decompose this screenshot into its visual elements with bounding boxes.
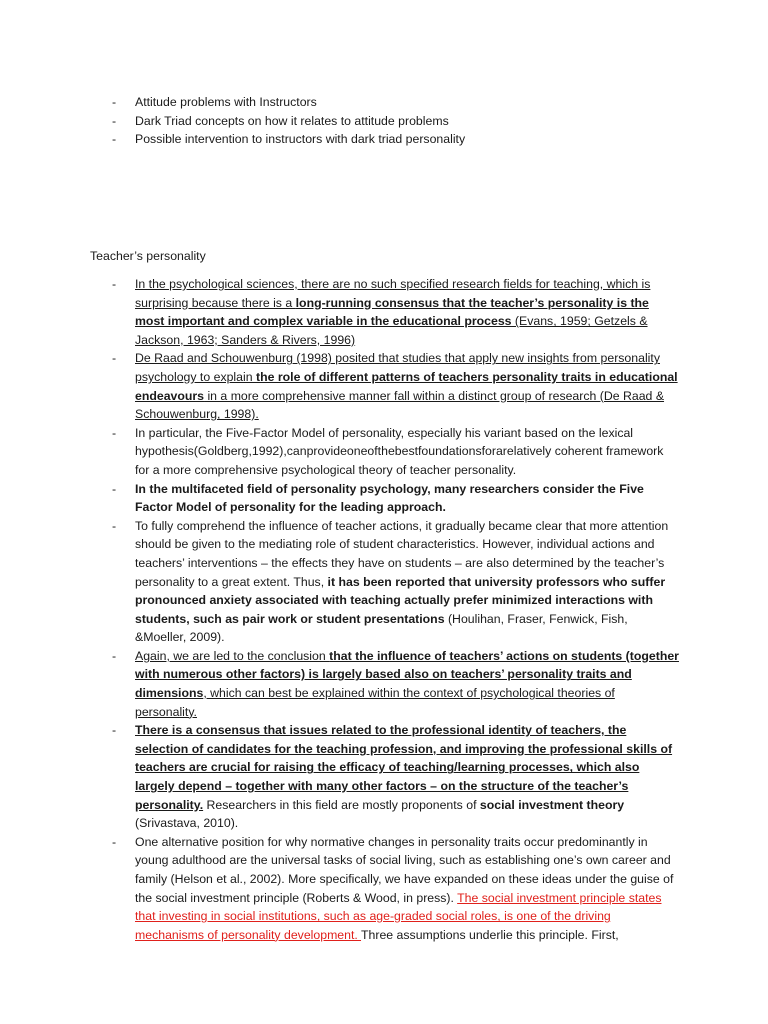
intro-item-text: Attitude problems with Instructors — [135, 95, 317, 109]
list-item — [112, 349, 680, 423]
dash-marker: - — [112, 113, 117, 128]
text-run: To fully comprehend the influence of teacher actions, it gradually became clear that more attention should be given to the mediating role of student characteristics. However, individual actions and teachers’ interventions – the effects they have on students – are also determined by the teacher’s personality to a great extent. Thus, — [135, 518, 669, 589]
dash-marker: - — [112, 723, 117, 738]
text-run: In particular, the Five-Factor Model of personality, especially his variant based on the lexical hypothesis(Goldberg,1992),canprovideoneofthebestfoundationsforarelatively coherent framework for a more comprehensive psychological theory of teacher personality. — [135, 425, 664, 477]
dash-marker: - — [112, 481, 117, 496]
dash-marker: - — [112, 95, 117, 109]
text-run: that the influence of teachers’ actions on students (together with numerous other factors) is largely based also on teachers’ personality traits and dimensions — [135, 648, 679, 701]
dash-marker: - — [112, 648, 117, 663]
notes-list — [112, 275, 680, 944]
list-item — [112, 480, 680, 517]
intro-list — [112, 93, 712, 149]
text-run: (Houlihan, Fraser, Fenwick, Fish, &Moeller, 2009). — [135, 611, 628, 645]
dash-marker: - — [112, 132, 117, 147]
text-run: (Srivastava, 2010). — [135, 816, 239, 831]
text-run: it has been reported that university professors who suffer pronounced anxiety associated with teaching actually prefer minimized interactions with students, such as pair work or student presentations — [135, 574, 666, 626]
text-run: De Raad and Schouwenburg (1998) posited that studies that apply new insights from personality psychology to explain — [135, 351, 660, 384]
text-run: In the psychological sciences, there are no such specified research fields for teaching, which is surprising because there is a — [135, 277, 651, 310]
intro-item — [112, 93, 712, 112]
text-run: the role of different patterns of teachers personality traits in educational endeavours — [135, 369, 678, 403]
text-run: One alternative position for why normative changes in personality traits occur predominantly in young adulthood are the universal tasks of social living, such as establishing one’s own career and family (Helson et al., 2002). More specifically, we have expanded on these ideas under the guise of the social investment principle (Roberts & Wood, in press). — [135, 834, 674, 905]
text-run: in a more comprehensive manner fall within a distinct group of research (De Raad & Schouwenburg, 1998). — [135, 388, 665, 422]
dash-marker: - — [112, 351, 117, 366]
intro-item — [112, 112, 712, 131]
text-run: Three assumptions underlie this principle. First, — [361, 927, 619, 942]
text-run: Again, we are led to the conclusion — [135, 648, 330, 663]
dash-marker: - — [112, 834, 117, 849]
list-item — [112, 647, 680, 721]
section-heading: Teacher’s personality — [90, 249, 206, 263]
list-item — [112, 424, 680, 480]
text-run: In the multifaceted field of personality psychology, many researchers consider the Five Factor Model of personality for the leading approach. — [135, 481, 644, 515]
text-run: Researchers in this field are mostly proponents of — [203, 797, 480, 812]
list-item — [112, 517, 680, 647]
list-item — [112, 275, 680, 349]
text-run: There is a consensus that issues related to the professional identity of teachers, the selection of candidates for the teaching profession, and improving the professional skills of teachers are crucial for raising the efficacy of teaching/learning processes, which also largely depend – together with many other factors – on the structure of the teacher’s personality. — [135, 723, 673, 812]
intro-item-text: Dark Triad concepts on how it relates to attitude problems — [135, 113, 449, 128]
text-run: social investment theory — [479, 797, 625, 812]
dash-marker: - — [112, 518, 117, 533]
intro-item-text: Possible intervention to instructors with dark triad personality — [135, 132, 466, 147]
dash-marker: - — [112, 277, 117, 291]
list-item — [112, 721, 680, 833]
text-run: , which can best be explained within the context of psychological theories of personality. — [135, 686, 615, 719]
list-item — [112, 833, 680, 945]
dash-marker: - — [112, 425, 117, 440]
text-run: (Evans, 1959; Getzels & Jackson, 1963; Sanders & Rivers, 1996) — [135, 314, 648, 347]
intro-item — [112, 130, 712, 149]
text-run: long-running consensus that the teacher’s personality is the most important and complex variable in the educational process — [135, 295, 649, 329]
text-run: The social investment principle states that investing in social institutions, such as age-graded social roles, is one of the driving mechanisms of personality development. — [135, 890, 662, 942]
